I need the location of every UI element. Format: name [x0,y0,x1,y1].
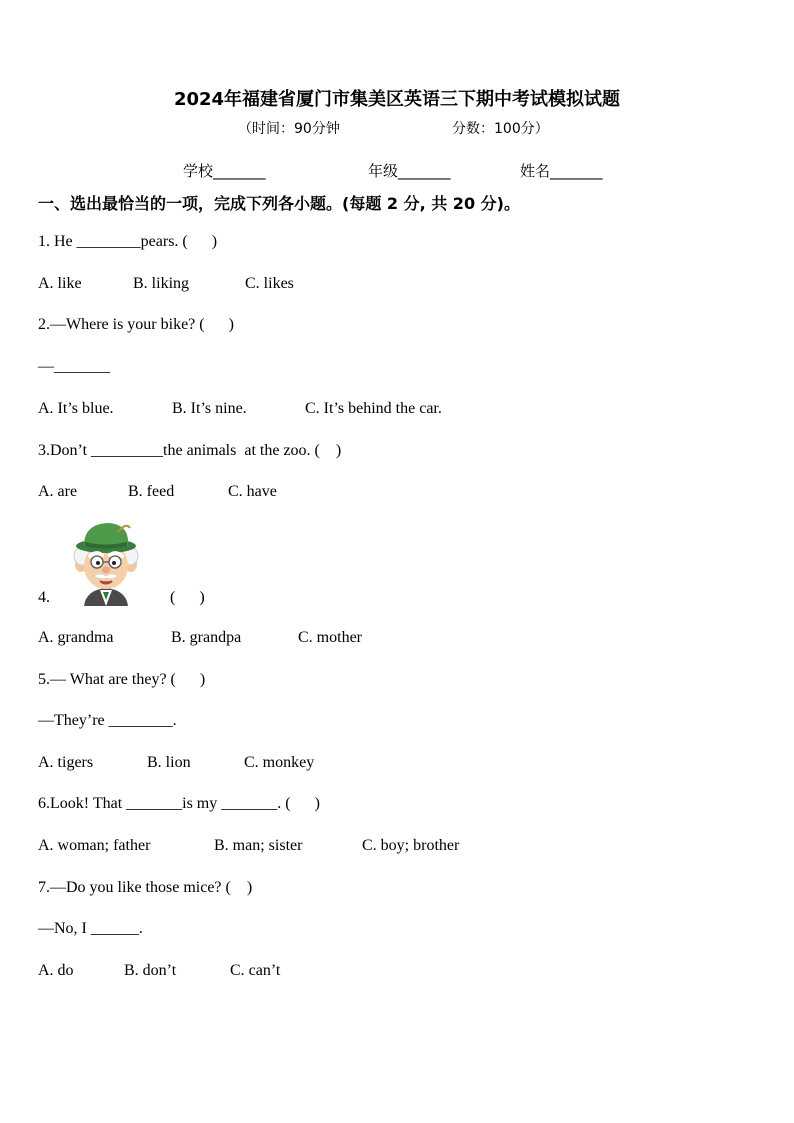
question-7-stem: 7.—Do you like those mice? ( ) [38,879,253,896]
exam-score: 分数：100分） [452,121,549,137]
question-3-stem: 3.Don’t _________the animals at the zoo. ( ) [38,442,342,459]
question-6-stem: 6.Look! That _______is my _______. ( ) [38,795,320,812]
question-1-option-a[interactable]: A. like [38,275,82,292]
question-5-option-a[interactable]: A. tigers [38,754,94,771]
question-3-option-b[interactable]: B. feed [128,483,175,500]
question-7-option-a[interactable]: A. do [38,962,74,979]
question-7-option-c[interactable]: C. can’t [230,962,281,979]
question-2-option-b[interactable]: B. It’s nine. [172,400,247,417]
question-4-blank: ( ) [170,589,205,606]
question-3-option-a[interactable]: A. are [38,483,78,500]
question-1-option-b[interactable]: B. liking [133,275,190,292]
question-7-option-b[interactable]: B. don’t [124,962,177,979]
question-5-option-c[interactable]: C. monkey [244,754,315,771]
question-6-option-a[interactable]: A. woman; father [38,837,151,854]
question-4-option-c[interactable]: C. mother [298,629,362,646]
question-3-option-c[interactable]: C. have [228,483,277,500]
name-field[interactable]: 姓名_______ [520,162,603,180]
question-2-stem: 2.—Where is your bike? ( ) [38,316,234,333]
school-field[interactable]: 学校_______ [183,162,266,180]
question-2-option-c[interactable]: C. It’s behind the car. [305,400,442,417]
question-2-option-a[interactable]: A. It’s blue. [38,400,114,417]
section-heading: 一、选出最恰当的一项，完成下列各小题。(每题 2 分, 共 20 分)。 [38,194,520,213]
question-1-stem: 1. He ________pears. ( ) [38,233,218,250]
question-6-option-b[interactable]: B. man; sister [214,837,303,854]
grade-field[interactable]: 年级_______ [368,162,451,180]
question-4-number: 4. [38,589,50,606]
question-5-stem: 5.— What are they? ( ) [38,671,206,688]
page-title: 2024年福建省厦门市集美区英语三下期中考试模拟试题 [173,89,621,110]
exam-time: （时间：90分钟 [238,121,340,137]
question-5-answer-line: —They’re ________. [38,712,177,729]
question-2-answer-line: —_______ [38,358,110,375]
question-6-option-c[interactable]: C. boy; brother [362,837,460,854]
question-4-option-a[interactable]: A. grandma [38,629,114,646]
question-5-option-b[interactable]: B. lion [147,754,191,771]
question-1-option-c[interactable]: C. likes [245,275,294,292]
grandpa-picture [70,520,142,606]
question-7-answer-line: —No, I ______. [38,920,143,937]
question-4-option-b[interactable]: B. grandpa [171,629,242,646]
